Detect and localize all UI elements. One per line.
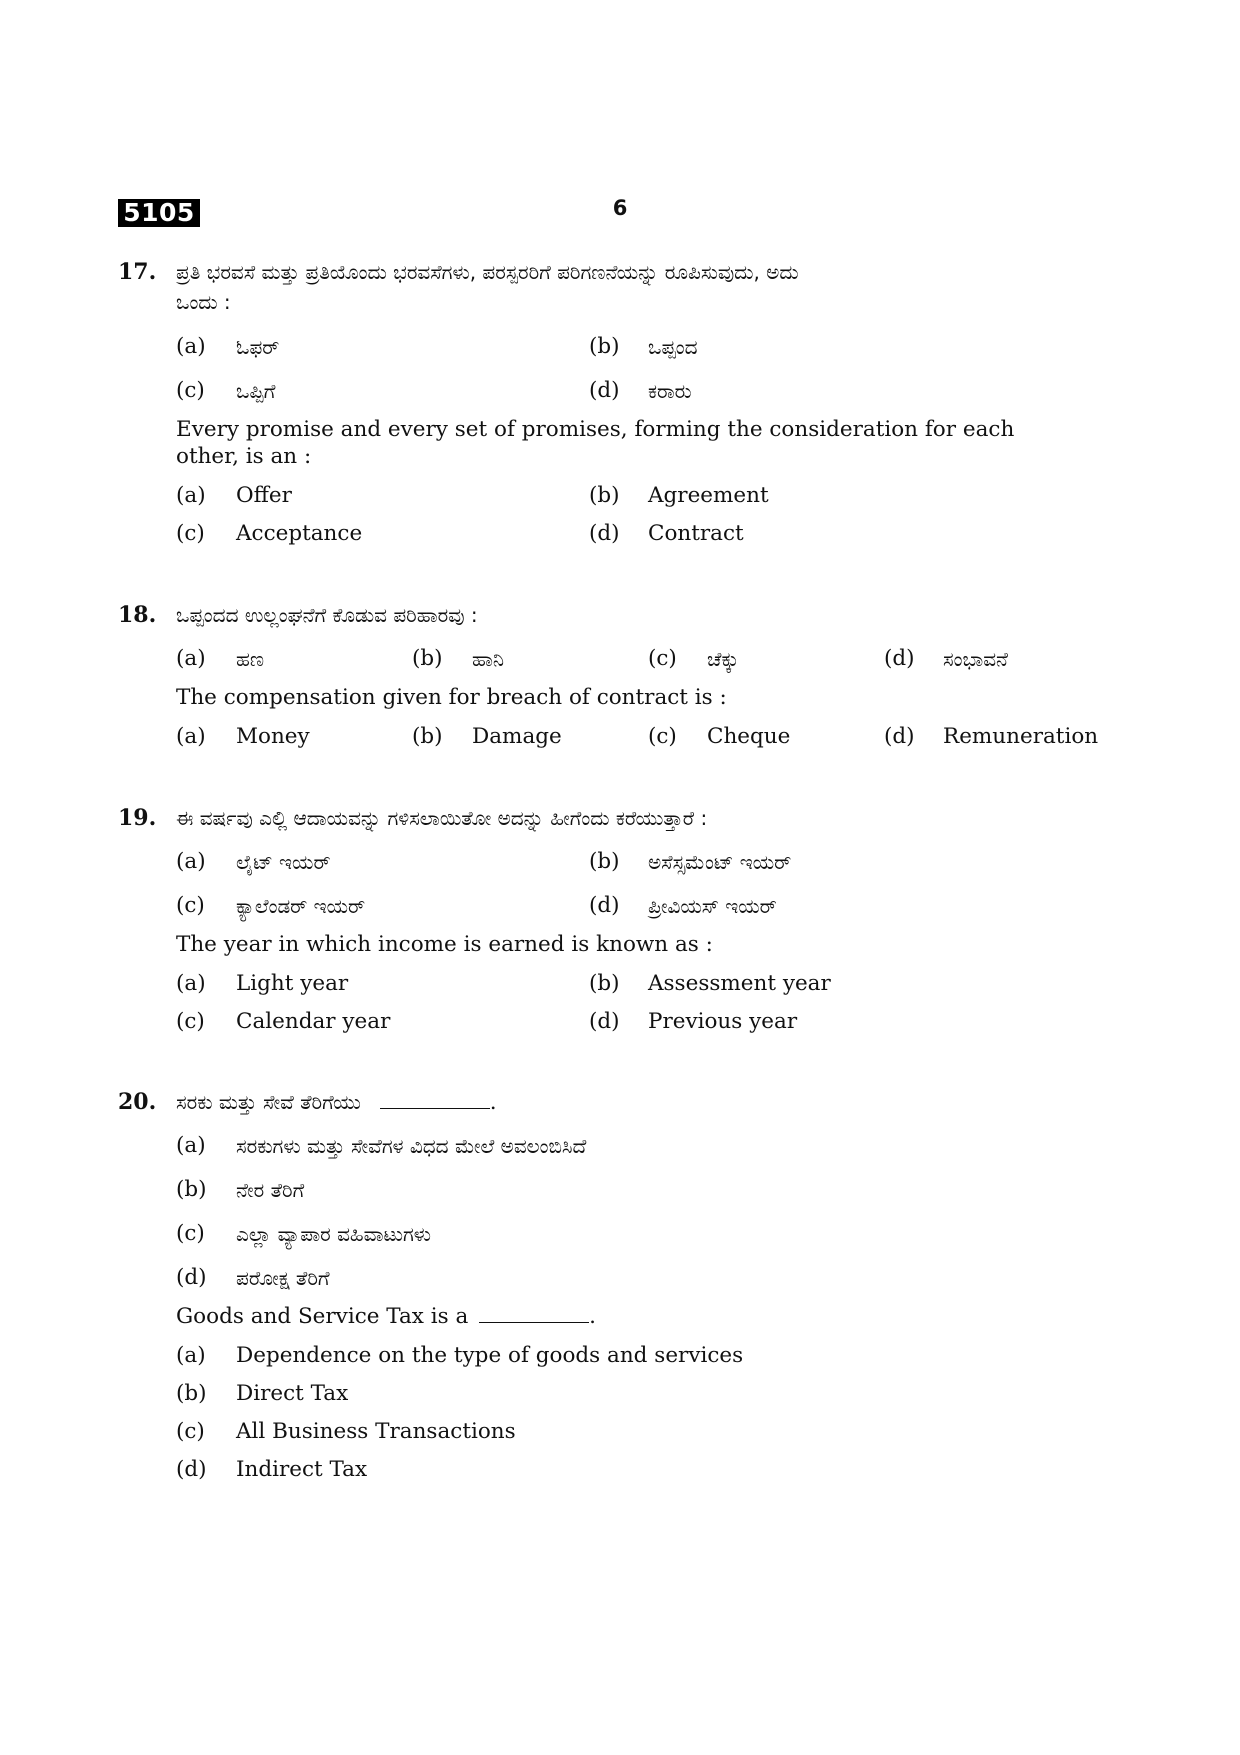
option-label: (c): [176, 1221, 205, 1246]
option-text-kannada: ಚೆಕ್ಕು: [707, 647, 739, 671]
option-text-kannada: ಪ್ರೀವಿಯಸ್ ಇಯರ್: [648, 894, 777, 918]
option-label: (b): [589, 483, 620, 508]
option-text-kannada: ಹಣ: [236, 647, 265, 671]
option-label: (b): [589, 334, 620, 359]
option-text-english: Calendar year: [236, 1009, 391, 1034]
option-text-english: Damage: [472, 724, 562, 749]
question-text-kannada-line: ಸರಕು ಮತ್ತು ಸೇವೆ ತೆರಿಗೆಯು .: [176, 1090, 497, 1115]
question-number: 19.: [118, 805, 157, 831]
option-label: (a): [176, 1133, 206, 1158]
option-label: (a): [176, 334, 206, 359]
option-label: (b): [412, 646, 443, 671]
option-text-kannada: ನೇರ ತೆರಿಗೆ: [236, 1178, 305, 1202]
option-label: (d): [176, 1265, 207, 1290]
option-text-kannada: ಓಫರ್: [236, 335, 280, 359]
question-number: 18.: [118, 602, 157, 628]
question-text-english: Goods and Service Tax is a: [176, 1304, 469, 1329]
option-text-english: Offer: [236, 483, 292, 508]
option-text-english: Agreement: [648, 483, 769, 508]
option-label: (d): [589, 893, 620, 918]
option-label: (c): [648, 724, 677, 749]
option-text-english: Money: [236, 724, 310, 749]
answer-blank: [479, 1304, 589, 1323]
option-text-english: Acceptance: [236, 521, 363, 546]
paper-code-badge: 5105: [118, 199, 200, 227]
option-label: (d): [589, 378, 620, 403]
option-label: (d): [176, 1457, 207, 1482]
option-label: (d): [884, 646, 915, 671]
question-number: 17.: [118, 259, 157, 285]
option-label: (a): [176, 971, 206, 996]
option-text-english: Direct Tax: [236, 1381, 349, 1406]
option-label: (a): [176, 483, 206, 508]
question-text-kannada: ಒಪ್ಪಂದದ ಉಲ್ಲಂಘನೆಗೆ ಕೊಡುವ ಪರಿಹಾರವು :: [176, 603, 478, 627]
option-text-kannada: ಹಾನಿ: [472, 647, 505, 671]
option-label: (b): [589, 849, 620, 874]
question-text-kannada: ಸರಕು ಮತ್ತು ಸೇವೆ ತೆರಿಗೆಯು: [176, 1090, 361, 1114]
option-text-kannada: ಸರಕುಗಳು ಮತ್ತು ಸೇವೆಗಳ ವಿಧದ ಮೇಲೆ ಅವಲಂಬಿಸಿದೆ: [236, 1134, 587, 1158]
option-text-english: Previous year: [648, 1009, 798, 1034]
question-text-english: Every promise and every set of promises, forming the consideration for each: [176, 417, 1015, 442]
option-text-kannada: ಒಪ್ಪಂದ: [648, 335, 698, 359]
option-label: (b): [176, 1177, 207, 1202]
option-label: (b): [176, 1381, 207, 1406]
option-label: (a): [176, 646, 206, 671]
option-text-english: Indirect Tax: [236, 1457, 368, 1482]
option-text-kannada: ಎಲ್ಲಾ ವ್ಯಾಪಾರ ವಹಿವಾಟುಗಳು: [236, 1222, 432, 1246]
question-text-english-line: Goods and Service Tax is a .: [176, 1304, 597, 1329]
option-label: (b): [412, 724, 443, 749]
option-label: (c): [176, 1419, 205, 1444]
option-text-kannada: ಪರೋಕ್ಷ ತೆರಿಗೆ: [236, 1266, 330, 1290]
option-text-kannada: ಒಪ್ಪಿಗೆ: [236, 379, 276, 403]
question-text-english: The compensation given for breach of contract is :: [176, 685, 727, 710]
option-label: (a): [176, 1343, 206, 1368]
option-text-kannada: ಲೈಟ್ ಇಯರ್: [236, 850, 331, 874]
question-text-kannada: ಒಂದು :: [176, 290, 231, 314]
option-text-kannada: ಸಂಭಾವನೆ: [943, 647, 1008, 671]
option-text-kannada: ಕರಾರು: [648, 379, 692, 403]
answer-blank: [380, 1090, 490, 1109]
option-text-english: Contract: [648, 521, 744, 546]
option-text-english: Remuneration: [943, 724, 1099, 749]
option-label: (c): [176, 893, 205, 918]
option-label: (c): [648, 646, 677, 671]
option-label: (a): [176, 724, 206, 749]
option-text-english: Dependence on the type of goods and services: [236, 1343, 744, 1368]
option-label: (b): [589, 971, 620, 996]
question-text-kannada: ಈ ವರ್ಷವು ಎಲ್ಲಿ ಆದಾಯವನ್ನು ಗಳಿಸಲಾಯಿತೋ ಅದನ್ನು ಹೀಗೆಂದು ಕರೆಯುತ್ತಾರೆ :: [176, 806, 708, 830]
question-text-english: The year in which income is earned is known as :: [176, 932, 713, 957]
option-text-kannada: ಅಸೆಸ್ಸಮೆಂಟ್ ಇಯರ್: [648, 850, 792, 874]
option-label: (c): [176, 521, 205, 546]
page-number: 6: [612, 196, 628, 220]
option-label: (d): [589, 521, 620, 546]
question-text-english: other, is an :: [176, 444, 312, 469]
option-text-english: Cheque: [707, 724, 791, 749]
option-label: (c): [176, 1009, 205, 1034]
option-text-english: Assessment year: [648, 971, 831, 996]
option-label: (c): [176, 378, 205, 403]
option-label: (d): [884, 724, 915, 749]
option-text-kannada: ಕ್ಯಾಲೆಂಡರ್ ಇಯರ್: [236, 894, 366, 918]
option-text-english: All Business Transactions: [236, 1419, 516, 1444]
question-number: 20.: [118, 1089, 157, 1115]
option-label: (d): [589, 1009, 620, 1034]
option-text-english: Light year: [236, 971, 349, 996]
option-label: (a): [176, 849, 206, 874]
question-text-kannada: ಪ್ರತಿ ಭರವಸೆ ಮತ್ತು ಪ್ರತಿಯೊಂದು ಭರವಸೆಗಳು, ಪರಸ್ಪರರಿಗೆ ಪರಿಗಣನೆಯನ್ನು ರೂಪಿಸುವುದು, ಅದು: [176, 260, 799, 284]
